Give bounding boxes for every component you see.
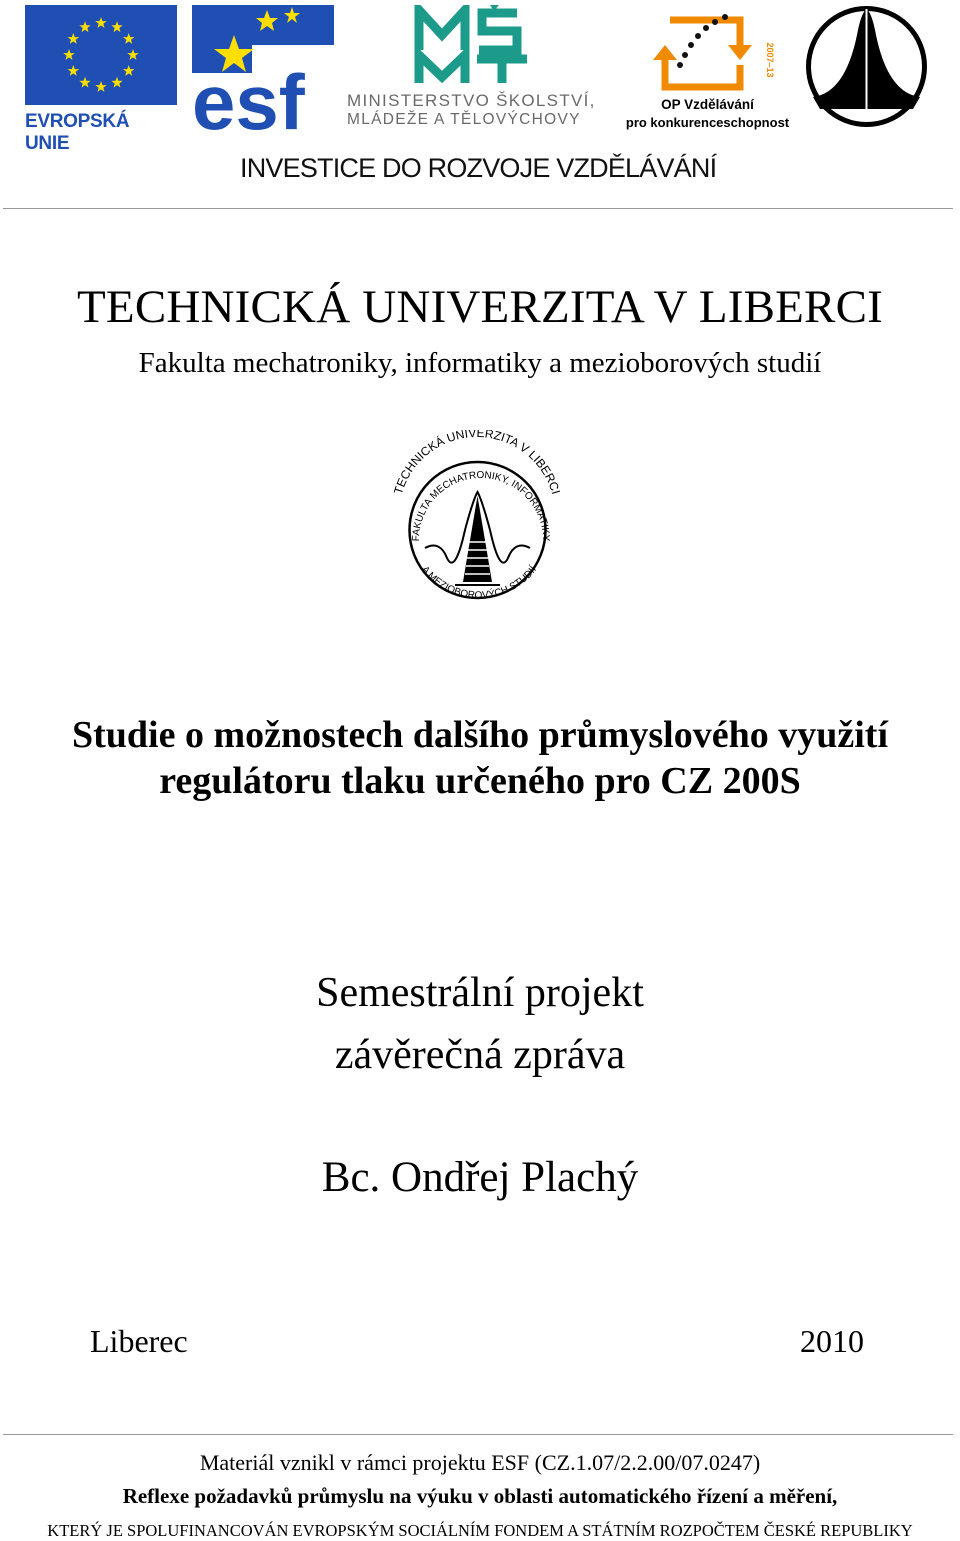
faculty-seal <box>385 430 570 615</box>
eu-star-icon <box>95 17 106 28</box>
op-years: 2007–13 <box>765 42 775 78</box>
tul-emblem-icon <box>805 5 928 128</box>
thesis-title-line2: regulátoru tlaku určeného pro CZ 200S <box>159 760 801 802</box>
msmt-logo <box>347 5 609 130</box>
esf-text: esf <box>192 58 305 130</box>
city: Liberec <box>90 1323 188 1359</box>
esf-logo-icon <box>192 5 334 130</box>
thesis-title <box>0 712 960 804</box>
eu-star-icon <box>68 33 79 44</box>
footer-divider <box>3 1434 953 1435</box>
eu-star-icon <box>68 65 79 76</box>
op-line2: pro konkurenceschopnost <box>625 115 790 130</box>
footer-project-title: Reflexe požadavků průmyslu na výuku v oblasti automatického řízení a měření, <box>122 1484 838 1508</box>
op-logo <box>625 5 790 130</box>
msmt-line2: MLÁDEŽE A TĚLOVÝCHOVY <box>347 111 581 128</box>
eu-star-icon <box>79 21 90 32</box>
university-name: TECHNICKÁ UNIVERZITA V LIBERCI <box>77 281 883 333</box>
msmt-line1: MINISTERSTVO ŠKOLSTVÍ, <box>347 91 596 110</box>
op-arrows-icon <box>625 5 790 95</box>
eu-star-icon <box>127 49 138 60</box>
tul-emblem <box>805 5 928 128</box>
seal-outer-text: TECHNICKÁ UNIVERZITA V LIBERCI <box>391 430 563 496</box>
eu-star-icon <box>123 33 134 44</box>
faculty-name: Fakulta mechatroniky, informatiky a mezioborových studií <box>138 347 822 379</box>
document-type-line2: závěrečná zpráva <box>334 1032 626 1078</box>
year: 2010 <box>800 1323 864 1359</box>
footer-project-line: Materiál vznikl v rámci projektu ESF (CZ.1.07/2.2.00/07.0247) <box>199 1450 761 1475</box>
eu-star-icon <box>111 21 122 32</box>
eu-star-icon <box>63 49 74 60</box>
eu-logo <box>25 5 177 154</box>
eu-label: EVROPSKÁ UNIE <box>25 111 130 154</box>
eu-star-icon <box>123 65 134 76</box>
document-type-line1: Semestrální projekt <box>316 970 644 1016</box>
eu-flag-icon <box>25 5 177 105</box>
author-name: Bc. Ondřej Plachý <box>321 1154 639 1201</box>
faculty-seal-icon <box>385 430 570 615</box>
eu-star-icon <box>79 77 90 88</box>
header-divider <box>3 208 953 209</box>
eu-star-icon <box>95 81 106 92</box>
document-type <box>0 962 960 1086</box>
thesis-title-line1: Studie o možnostech dalšího průmyslového využití <box>71 714 889 756</box>
eu-star-icon <box>111 77 122 88</box>
seal-inner-text: FAKULTA MECHATRONIKY, INFORMATIKY <box>410 469 552 542</box>
esf-logo <box>192 5 334 130</box>
op-line1: OP Vzdělávání <box>661 97 754 112</box>
slogan: INVESTICE DO ROZVOJE VZDĚLÁVÁNÍ <box>240 153 717 183</box>
msmt-mark-icon <box>347 5 609 85</box>
seal-bottom-text: A MEZIOBOROVÝCH STUDIÍ <box>419 564 540 602</box>
footer-funding-line: KTERÝ JE SPOLUFINANCOVÁN EVROPSKÝM SOCIÁLNÍM FONDEM A STÁTNÍM ROZPOČTEM ČESKÉ REPUBLIKY <box>47 1521 913 1540</box>
